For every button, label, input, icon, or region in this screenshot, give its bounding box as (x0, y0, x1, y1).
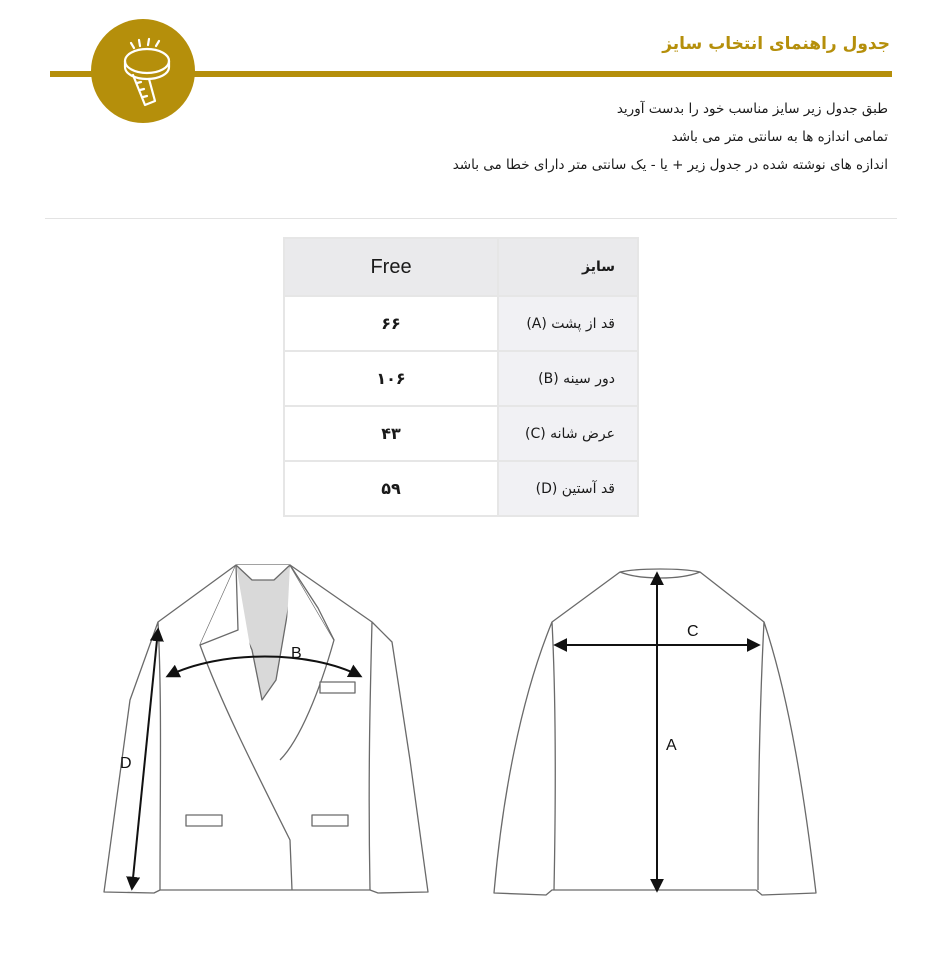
measure-label: قد از پشت (A) (498, 296, 638, 351)
measure-value: ۶۶ (284, 296, 498, 351)
table-row (284, 351, 638, 406)
intro-line: طبق جدول زیر سایز مناسب خود را بدست آورید (616, 101, 888, 117)
table-row (284, 406, 638, 461)
measure-value: ۴۳ (284, 406, 498, 461)
measure-label: قد آستین (D) (498, 461, 638, 516)
intro-line: تمامی اندازه ها به سانتی متر می باشد (671, 129, 888, 145)
size-header-label: سایز (498, 238, 638, 296)
table-row (284, 296, 638, 351)
page-title: جدول راهنمای انتخاب سایز (662, 34, 890, 54)
jacket-back-drawing (494, 569, 816, 895)
measure-value: ۱۰۶ (284, 351, 498, 406)
measure-label: دور سینه (B) (498, 351, 638, 406)
size-table (283, 237, 639, 517)
intro-line: اندازه های نوشته شده در جدول زیر + یا - یک سانتی متر دارای خطا می باشد (452, 157, 888, 173)
table-row (284, 461, 638, 516)
table-header-row (284, 238, 638, 296)
label-c: C (687, 623, 699, 640)
label-a: A (666, 737, 677, 754)
measure-value: ۵۹ (284, 461, 498, 516)
divider (45, 218, 897, 219)
jacket-diagram (0, 555, 942, 915)
measure-label: عرض شانه (C) (498, 406, 638, 461)
label-d: D (120, 755, 132, 772)
jacket-front-drawing (104, 565, 428, 893)
measuring-tape-icon (103, 31, 183, 111)
label-b: B (291, 645, 302, 662)
intro-text (453, 95, 888, 179)
badge (91, 19, 195, 123)
size-header-value: Free (284, 238, 498, 296)
